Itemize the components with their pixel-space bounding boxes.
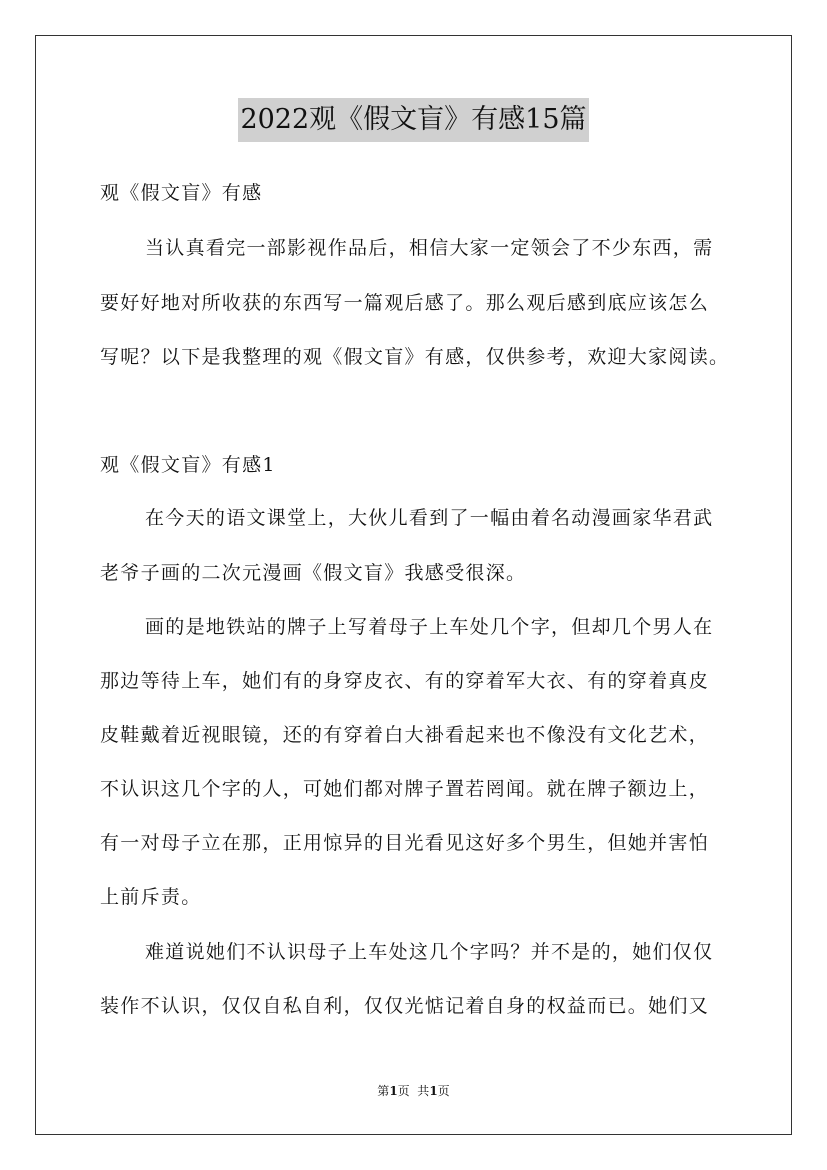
paragraph-line: 写呢？以下是我整理的观《假文盲》有感，仅供参考，欢迎大家阅读。 — [100, 346, 730, 368]
paragraph-line: 在今天的语文课堂上，大伙儿看到了一幅由着名动漫画家华君武 — [145, 507, 714, 529]
footer-page-total: 1 — [429, 1084, 438, 1098]
page-footer — [0, 1083, 827, 1099]
paragraph-line: 难道说她们不认识母子上车处这几个字吗？并不是的，她们仅仅 — [145, 941, 714, 963]
paragraph-line: 上前斥责。 — [100, 886, 202, 908]
paragraph-line: 要好好地对所收获的东西写一篇观后感了。那么观后感到底应该怎么 — [100, 292, 710, 314]
paragraph-line: 老爷子画的二次元漫画《假文盲》我感受很深。 — [100, 562, 527, 584]
section-heading: 观《假文盲》有感 — [100, 182, 263, 204]
document-title: 2022观《假文盲》有感15篇 — [238, 98, 588, 142]
footer-prefix: 第 — [377, 1084, 390, 1098]
paragraph-line: 画的是地铁站的牌子上写着母子上车处几个字，但却几个男人在 — [145, 616, 714, 638]
footer-suffix: 页 — [437, 1084, 450, 1098]
footer-page-number: 1 — [389, 1084, 398, 1098]
paragraph-line: 那边等待上车，她们有的身穿皮衣、有的穿着军大衣、有的穿着真皮 — [100, 670, 710, 692]
paragraph-line: 不认识这几个字的人，可她们都对牌子置若罔闻。就在牌子额边上， — [100, 778, 710, 800]
section-heading: 观《假文盲》有感1 — [100, 454, 276, 476]
footer-middle: 页 共 — [397, 1084, 430, 1098]
paragraph-line: 有一对母子立在那，正用惊异的目光看见这好多个男生，但她并害怕 — [100, 832, 710, 854]
paragraph-line: 当认真看完一部影视作品后，相信大家一定领会了不少东西，需 — [145, 237, 714, 259]
paragraph-line: 皮鞋戴着近视眼镜，还的有穿着白大褂看起来也不像没有文化艺术， — [100, 724, 710, 746]
title-container — [0, 98, 827, 142]
paragraph-line: 装作不认识，仅仅自私自利，仅仅光惦记着自身的权益而已。她们又 — [100, 995, 710, 1017]
